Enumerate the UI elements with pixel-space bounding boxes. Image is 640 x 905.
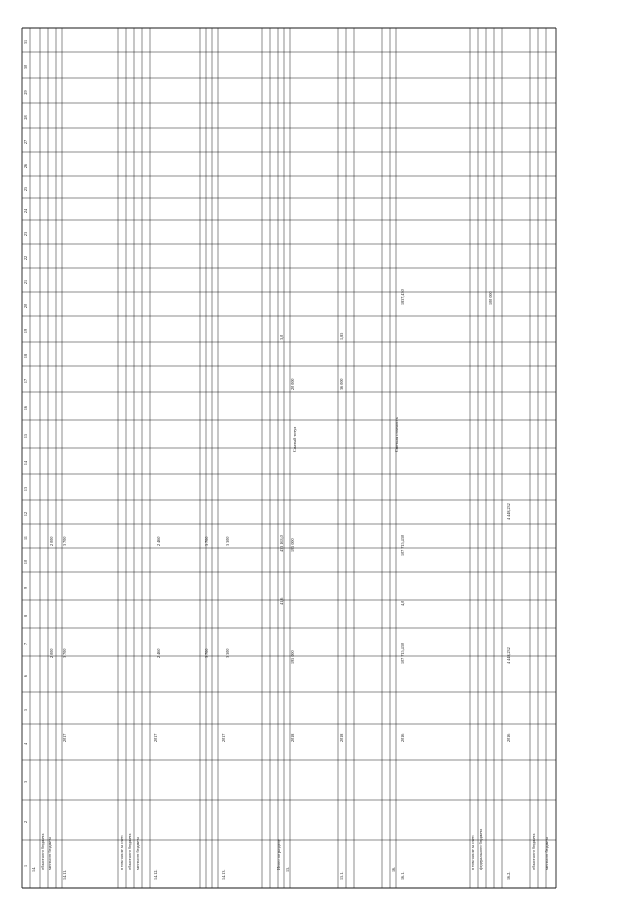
- item-number: 14.13.: [221, 869, 226, 880]
- item-number: 16.1.: [400, 871, 405, 880]
- column-number: 14: [23, 460, 28, 466]
- group-title: 15.: [285, 866, 290, 872]
- row-label: местного бюджета: [135, 836, 140, 870]
- value-cell: 3 700: [62, 536, 67, 546]
- column-number: 20: [23, 303, 28, 309]
- column-number: 21: [23, 279, 28, 285]
- value-cell: 100 000: [488, 291, 493, 305]
- row-label: в том числе за счет:: [470, 834, 475, 870]
- column-number: 11: [23, 535, 28, 541]
- column-number: 22: [23, 255, 28, 261]
- column-number: 2: [23, 820, 28, 824]
- row-label: местного бюджета: [47, 836, 52, 870]
- column-number: 30: [23, 64, 28, 70]
- value-cell: 3 700: [204, 536, 209, 546]
- column-number-header: [23, 40, 28, 867]
- group-title: 14.: [31, 866, 36, 872]
- column-number: 25: [23, 186, 28, 192]
- column-number: 3: [23, 780, 28, 784]
- value-cell: 1837,430: [400, 289, 405, 305]
- column-number: 1: [23, 864, 28, 868]
- year-cell: 2016: [400, 733, 405, 742]
- column-number: 28: [23, 115, 28, 120]
- column-number: 6: [23, 674, 28, 678]
- stamp-note: Сметная стоимость: [394, 417, 399, 452]
- year-cell: 2017: [62, 733, 67, 742]
- value-cell: 433 163,0: [279, 535, 284, 552]
- column-number: 31: [23, 39, 28, 45]
- value-cell: 2 000: [49, 648, 54, 658]
- value-cell: 36 000: [339, 378, 344, 390]
- column-number: 24: [23, 208, 28, 214]
- value-cell: 2 460: [156, 536, 161, 546]
- item-number: 15.1.: [339, 871, 344, 880]
- column-number: 29: [23, 90, 28, 95]
- year-cell: 2017: [221, 733, 226, 742]
- value-cell: 3 300: [225, 536, 230, 546]
- value-cell: 107 715,430: [400, 643, 405, 664]
- year-cell: 2016: [506, 733, 511, 742]
- row-dividers: [30, 28, 546, 888]
- value-cell: 3 300: [225, 648, 230, 658]
- item-number: 16.2.: [506, 871, 511, 880]
- row-label: в том числе за счет:: [119, 834, 124, 870]
- value-cell: 1,85: [339, 332, 344, 340]
- column-number: 4: [23, 742, 28, 746]
- column-number: 17: [23, 378, 28, 384]
- column-dividers: [22, 28, 556, 840]
- year-cell: 2018: [339, 733, 344, 742]
- value-cell: 195 000: [290, 538, 295, 552]
- row-label: федерального бюджета: [478, 828, 483, 870]
- value-cell: 3 700: [204, 648, 209, 658]
- year-cell: 2017: [153, 733, 158, 742]
- row-label: областного бюджета: [127, 833, 132, 870]
- group-title: 16.: [391, 866, 396, 872]
- column-number: 10: [23, 559, 28, 565]
- value-cell: 2 460: [156, 648, 161, 658]
- column-number: 12: [23, 511, 28, 517]
- column-number: 13: [23, 486, 28, 492]
- value-cell: 3 700: [62, 648, 67, 658]
- year-cell: 2018: [290, 733, 295, 742]
- column-number: 5: [23, 708, 28, 712]
- table-frame: [22, 28, 556, 888]
- column-number: 23: [23, 231, 28, 237]
- value-cell: 4,0: [400, 600, 405, 606]
- column-number: 27: [23, 139, 28, 145]
- column-number: 19: [23, 328, 28, 334]
- column-number: 26: [23, 163, 28, 169]
- column-number: 8: [23, 614, 28, 618]
- column-number: 18: [23, 353, 28, 359]
- column-number: 7: [23, 642, 28, 646]
- column-number: 15: [23, 433, 28, 439]
- value-cell: 195 000: [290, 650, 295, 664]
- value-cell: 4 448,232: [506, 503, 511, 520]
- item-number: 14.11.: [62, 869, 67, 880]
- value-cell: 41,6: [279, 597, 284, 605]
- column-number: 9: [23, 586, 28, 590]
- value-cell: 107 715,430: [400, 535, 405, 556]
- row-label: Итого по разделу: [276, 839, 281, 870]
- value-cell: 4 448,232: [506, 647, 511, 664]
- row-label: областного бюджета: [531, 833, 536, 870]
- stamp-note: Сжатый титул: [292, 426, 297, 452]
- row-label: областного бюджета: [40, 833, 45, 870]
- row-label: местного бюджета: [544, 836, 549, 870]
- value-cell: 20 000: [290, 378, 295, 390]
- column-number: 16: [23, 405, 28, 411]
- value-cell: 3,0: [279, 334, 284, 340]
- value-cell: 2 000: [49, 536, 54, 546]
- item-number: 14.12.: [153, 869, 158, 880]
